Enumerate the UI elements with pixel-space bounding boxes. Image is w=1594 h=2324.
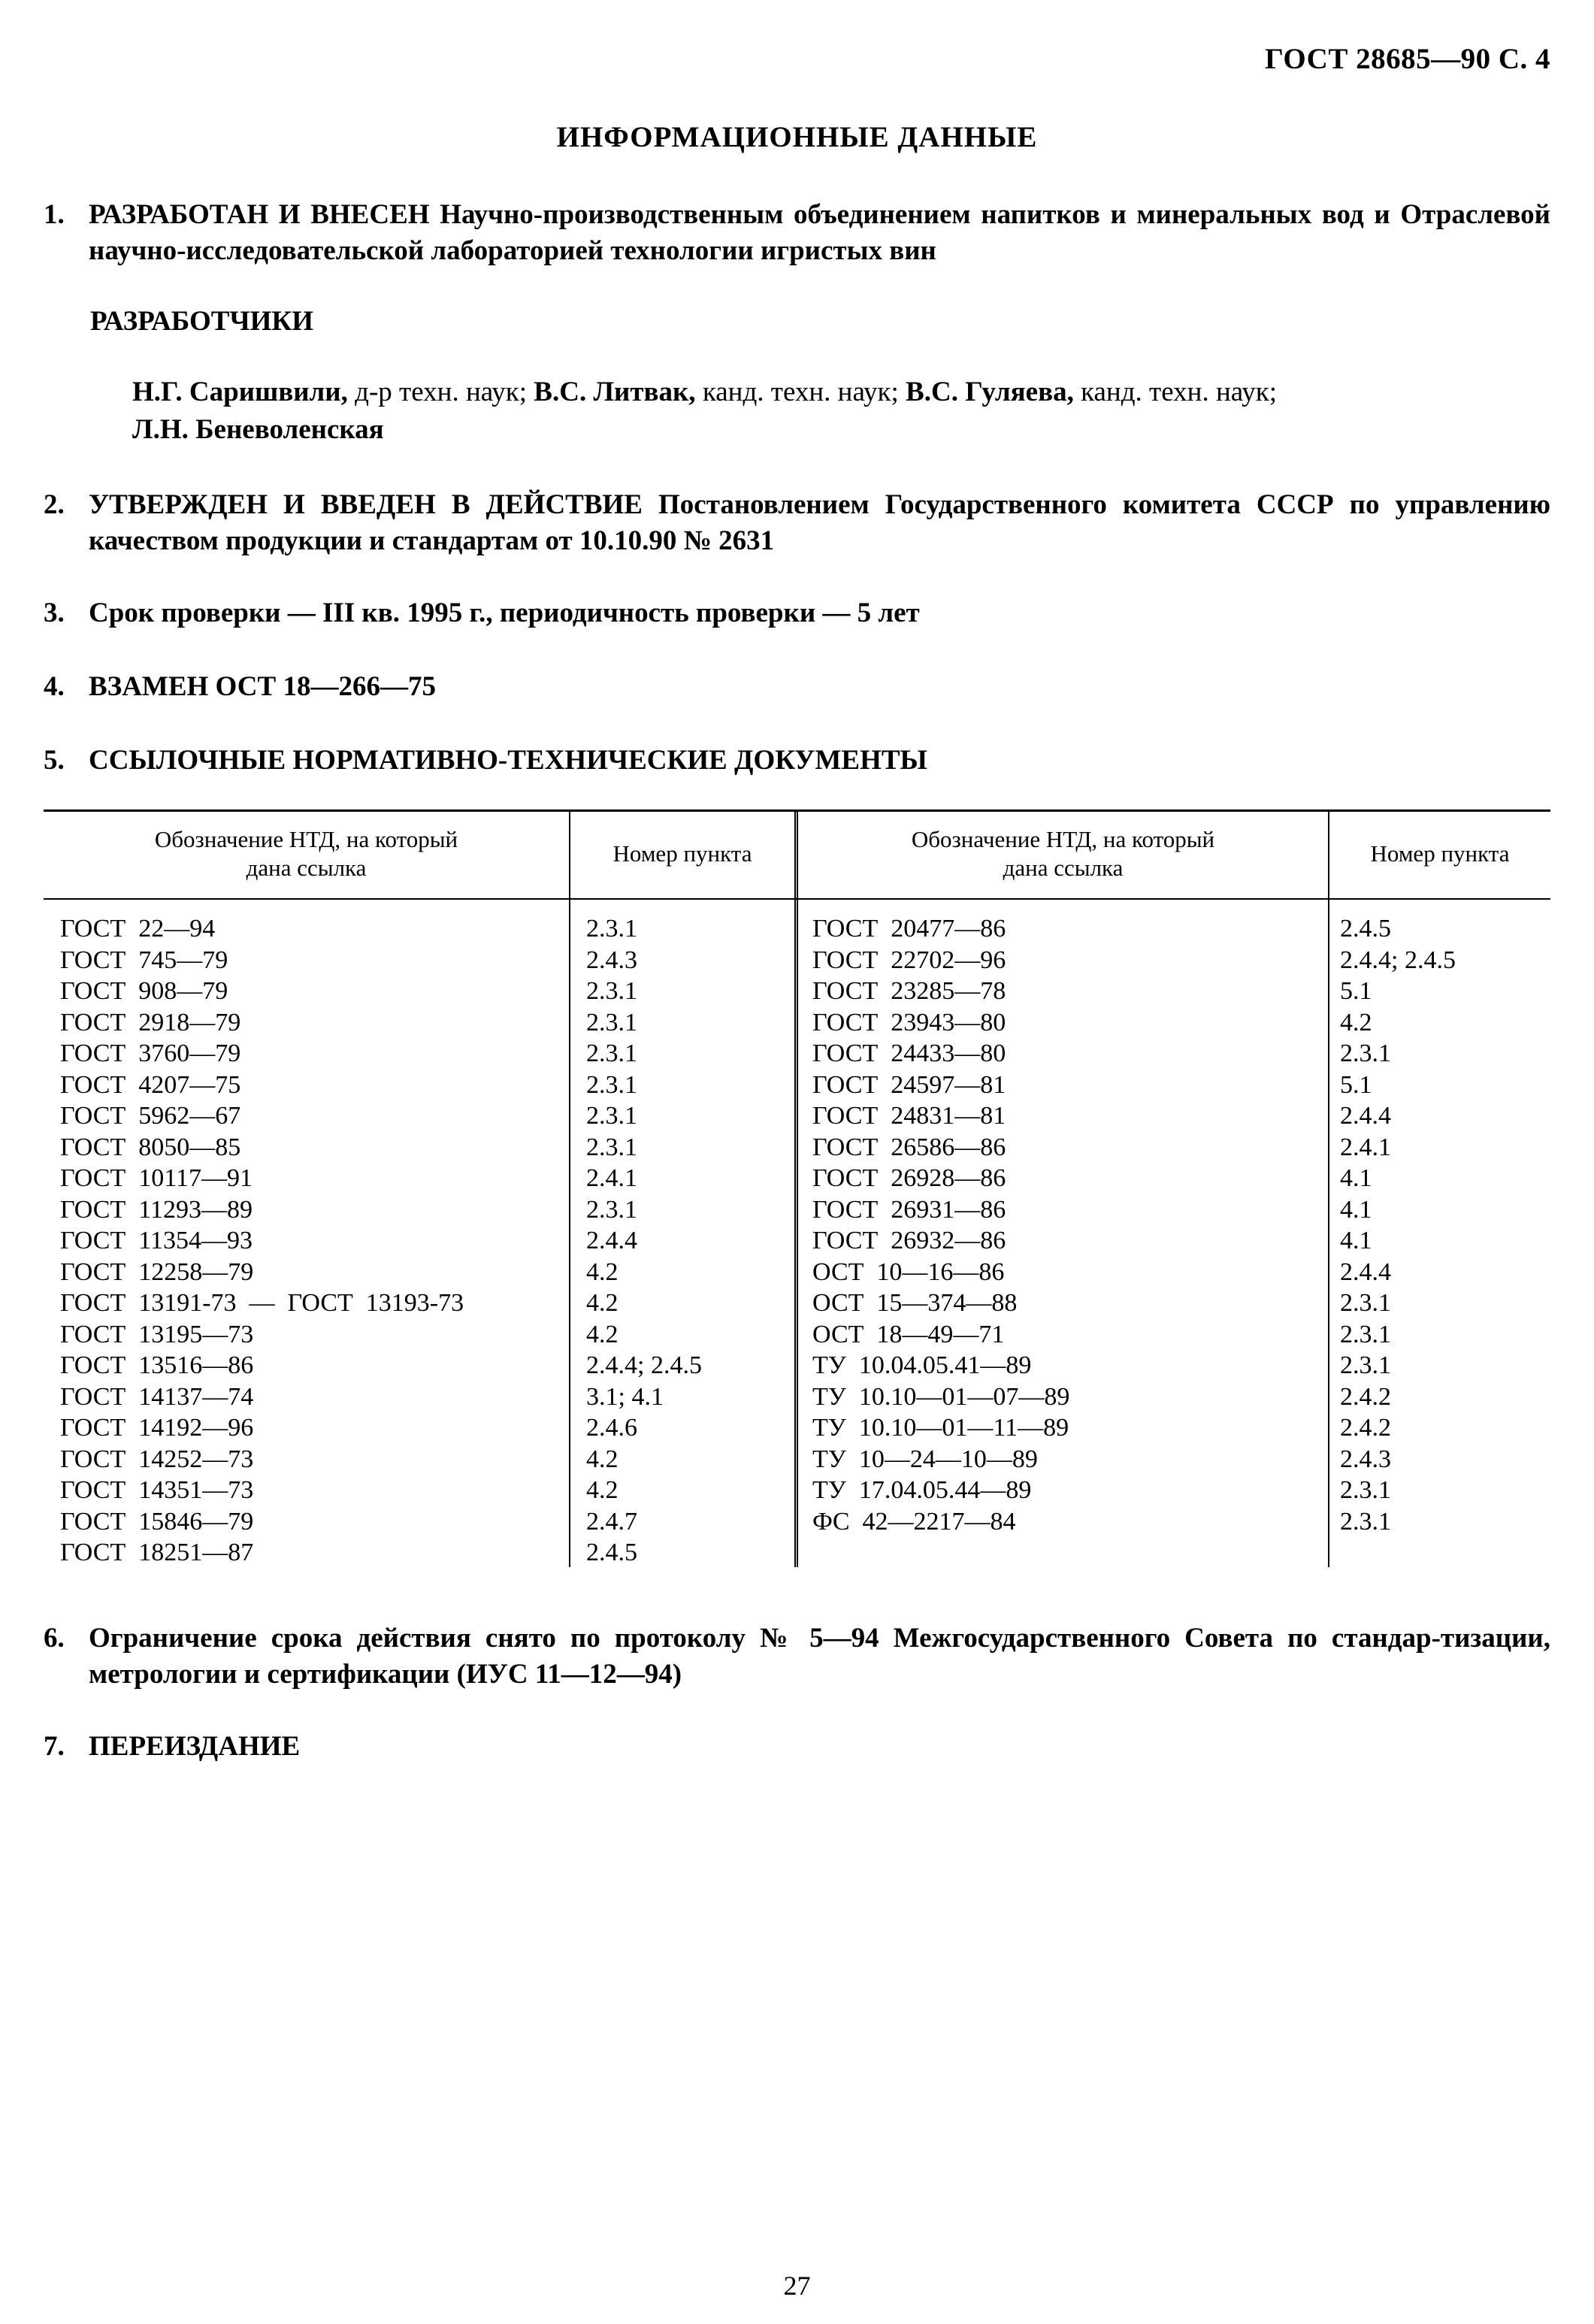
item-4-number: 4. xyxy=(44,671,65,702)
right-table-cell: ГОСТ 24597—81 xyxy=(812,1070,1006,1099)
header-item-right: Номер пункта xyxy=(1370,840,1510,867)
right-table-cell: ОСТ 10—16—86 xyxy=(812,1257,1005,1286)
right-table-cell: ТУ 10.10—01—11—89 xyxy=(812,1414,1069,1442)
left-doc-column xyxy=(60,913,464,1569)
left-item-column xyxy=(586,913,702,1569)
right-table-cell: 2.4.4 xyxy=(1340,1257,1391,1286)
item-7-text: ПЕРЕИЗДАНИЕ xyxy=(89,1731,301,1762)
item-5-number: 5. xyxy=(44,745,65,776)
item-3-text: Срок проверки — III кв. 1995 г., периодичность проверки — 5 лет xyxy=(89,598,920,628)
left-table-cell: ГОСТ 13195—73 xyxy=(60,1320,254,1348)
right-table-cell: 4.2 xyxy=(1340,1008,1372,1036)
right-table-cell: 2.4.3 xyxy=(1340,1445,1391,1473)
left-table-cell: ГОСТ 10117—91 xyxy=(60,1164,253,1192)
developer-name: В.С. Литвак, xyxy=(534,377,696,407)
left-table-cell: ГОСТ 15846—79 xyxy=(60,1507,254,1536)
right-table-cell: ГОСТ 26586—86 xyxy=(812,1133,1006,1161)
right-table-cell: ФС 42—2217—84 xyxy=(812,1507,1016,1536)
right-table-cell: 2.4.2 xyxy=(1340,1382,1391,1411)
developer-degree: д-р техн. наук; xyxy=(355,377,528,407)
item-5 xyxy=(44,743,1550,779)
developer-name: В.С. Гуляева, xyxy=(906,377,1074,407)
left-table-cell: ГОСТ 14351—73 xyxy=(60,1476,254,1504)
right-table-cell: 5.1 xyxy=(1340,977,1372,1005)
left-table-cell: 2.4.7 xyxy=(586,1507,637,1536)
left-table-cell: 2.4.5 xyxy=(586,1539,637,1566)
right-table-cell: 2.4.5 xyxy=(1340,915,1391,943)
right-table-cell: 2.3.1 xyxy=(1340,1507,1391,1536)
right-table-cell: 2.3.1 xyxy=(1340,1289,1391,1317)
page-title: ИНФОРМАЦИОННЫЕ ДАННЫЕ xyxy=(556,121,1038,153)
right-table-cell: ТУ 10.10—01—07—89 xyxy=(812,1382,1070,1411)
left-table-cell: 2.4.3 xyxy=(586,946,637,974)
item-4 xyxy=(44,669,1550,705)
left-table-cell: 2.4.6 xyxy=(586,1414,637,1442)
developer-degree: канд. техн. наук; xyxy=(702,377,899,407)
left-table-cell: 2.3.1 xyxy=(586,1070,637,1099)
right-table-cell: 2.3.1 xyxy=(1340,1320,1391,1348)
item-3-number: 3. xyxy=(44,598,65,628)
right-table-cell: ОСТ 15—374—88 xyxy=(812,1289,1018,1317)
item-1 xyxy=(44,197,1550,269)
right-table-cell: ТУ 17.04.05.44—89 xyxy=(812,1476,1032,1504)
left-table-cell: ГОСТ 18251—87 xyxy=(60,1539,254,1566)
item-2 xyxy=(44,487,1550,559)
right-table-cell: ГОСТ 24831—81 xyxy=(812,1102,1006,1130)
header-item-left: Номер пункта xyxy=(612,840,752,867)
right-table-cell: 2.3.1 xyxy=(1340,1351,1391,1379)
right-table-cell: 2.4.2 xyxy=(1340,1414,1391,1442)
left-table-cell: ГОСТ 11354—93 xyxy=(60,1227,253,1254)
right-table-cell: ГОСТ 24433—80 xyxy=(812,1039,1006,1067)
left-table-cell: ГОСТ 13516—86 xyxy=(60,1351,254,1379)
right-table-cell: 2.3.1 xyxy=(1340,1039,1391,1067)
page-header: ГОСТ 28685—90 С. 4 xyxy=(1265,43,1550,75)
right-table-cell: ТУ 10.04.05.41—89 xyxy=(812,1351,1032,1379)
right-table-cell: ГОСТ 26932—86 xyxy=(812,1227,1006,1254)
item-7-number: 7. xyxy=(44,1731,65,1762)
right-doc-column xyxy=(812,913,1069,1537)
left-table-cell: 3.1; 4.1 xyxy=(586,1382,664,1411)
left-table-cell: 2.4.1 xyxy=(586,1164,637,1192)
right-table-cell: 2.4.4 xyxy=(1340,1102,1391,1130)
developer-name: Н.Г. Саришвили, xyxy=(132,377,348,407)
right-item-column xyxy=(1340,913,1456,1537)
left-table-cell: ГОСТ 12258—79 xyxy=(60,1257,254,1286)
item-1-number: 1. xyxy=(44,199,65,230)
right-table-cell: 2.3.1 xyxy=(1340,1476,1391,1504)
right-table-cell: ГОСТ 23943—80 xyxy=(812,1008,1006,1036)
left-table-cell: 2.3.1 xyxy=(586,1102,637,1130)
left-table-cell: 2.3.1 xyxy=(586,1195,637,1224)
table-column-divider xyxy=(1328,809,1329,1567)
item-4-text: ВЗАМЕН ОСТ 18—266—75 xyxy=(89,671,436,702)
left-table-cell: ГОСТ 5962—67 xyxy=(60,1102,241,1130)
left-table-cell: 2.3.1 xyxy=(586,915,637,943)
item-6 xyxy=(44,1620,1550,1693)
item-2-number: 2. xyxy=(44,489,65,520)
item-3 xyxy=(44,595,1550,631)
left-table-cell: ГОСТ 8050—85 xyxy=(60,1133,241,1161)
left-table-cell: 2.3.1 xyxy=(586,977,637,1005)
table-center-double-divider xyxy=(794,809,798,1567)
right-table-cell: ТУ 10—24—10—89 xyxy=(812,1445,1038,1473)
item-2-lead: УТВЕРЖДЕН И ВВЕДЕН В ДЕЙСТВИЕ xyxy=(89,489,643,520)
left-table-cell: ГОСТ 14192—96 xyxy=(60,1414,254,1442)
developers-list xyxy=(132,374,1550,449)
left-table-cell: ГОСТ 745—79 xyxy=(60,946,228,974)
item-2-text: Постановлением Государственного комитета СССР по управлению качеством продукции и стандартам от 10.10.90 № 2631 xyxy=(89,489,1550,556)
right-table-cell: ОСТ 18—49—71 xyxy=(812,1320,1005,1348)
right-table-cell: 2.4.4; 2.4.5 xyxy=(1340,946,1456,974)
left-table-cell: 4.2 xyxy=(586,1445,619,1473)
right-table-cell: ГОСТ 26931—86 xyxy=(812,1195,1006,1224)
header-doc-right: Обозначение НТД, на который дана ссылка xyxy=(911,826,1215,881)
left-table-cell: ГОСТ 908—79 xyxy=(60,977,228,1005)
right-table-cell: 5.1 xyxy=(1340,1070,1372,1099)
right-table-cell: 4.1 xyxy=(1340,1227,1372,1254)
right-table-cell: ГОСТ 22702—96 xyxy=(812,946,1006,974)
header-doc-left: Обозначение НТД, на который дана ссылка xyxy=(154,826,458,881)
left-table-cell: ГОСТ 14252—73 xyxy=(60,1445,254,1473)
left-table-cell: ГОСТ 2918—79 xyxy=(60,1008,241,1036)
item-7 xyxy=(44,1729,1550,1765)
left-table-cell: ГОСТ 11293—89 xyxy=(60,1195,253,1224)
item-6-text: Ограничение срока действия снято по протоколу № 5—94 Межгосударственного Совета по стандар-тизации, метрологии и сертификации (ИУС 11—12—94) xyxy=(89,1623,1550,1690)
item-6-number: 6. xyxy=(44,1623,65,1654)
left-table-cell: ГОСТ 22—94 xyxy=(60,915,216,943)
item-5-text: ССЫЛОЧНЫЕ НОРМАТИВНО-ТЕХНИЧЕСКИЕ ДОКУМЕНТЫ xyxy=(89,745,927,776)
left-table-cell: ГОСТ 3760—79 xyxy=(60,1039,241,1067)
page-number: 27 xyxy=(783,2271,811,2301)
developer-name: Л.Н. Беневоленская xyxy=(132,414,384,445)
right-table-cell: ГОСТ 20477—86 xyxy=(812,915,1006,943)
left-table-cell: 4.2 xyxy=(586,1320,619,1348)
left-table-cell: 2.3.1 xyxy=(586,1008,637,1036)
left-table-cell: 4.2 xyxy=(586,1257,619,1286)
item-1-lead: РАЗРАБОТАН И ВНЕСЕН xyxy=(89,199,430,230)
item-1-text: Научно-производственным объединением напитков и минеральных вод и Отраслевой научно-исследовательской лабораторией технологии игристых вин xyxy=(89,199,1550,266)
developer-degree: канд. техн. наук; xyxy=(1081,377,1278,407)
right-table-cell: ГОСТ 26928—86 xyxy=(812,1164,1006,1192)
reference-documents-table xyxy=(44,809,1550,1576)
left-table-cell: ГОСТ 4207—75 xyxy=(60,1070,241,1099)
left-table-cell: ГОСТ 13191-73 — ГОСТ 13193-73 xyxy=(60,1289,464,1317)
left-table-cell: ГОСТ 14137—74 xyxy=(60,1382,254,1411)
left-table-cell: 4.2 xyxy=(586,1476,619,1504)
right-table-cell: 4.1 xyxy=(1340,1164,1372,1192)
table-column-divider xyxy=(569,809,570,1567)
developers-heading: РАЗРАБОТЧИКИ xyxy=(90,306,313,337)
left-table-cell: 2.4.4 xyxy=(586,1227,637,1254)
left-table-cell: 4.2 xyxy=(586,1289,619,1317)
left-table-cell: 2.3.1 xyxy=(586,1039,637,1067)
left-table-cell: 2.4.4; 2.4.5 xyxy=(586,1351,702,1379)
right-table-cell: ГОСТ 23285—78 xyxy=(812,977,1006,1005)
left-table-cell: 2.3.1 xyxy=(586,1133,637,1161)
right-table-cell: 2.4.1 xyxy=(1340,1133,1391,1161)
right-table-cell: 4.1 xyxy=(1340,1195,1372,1224)
